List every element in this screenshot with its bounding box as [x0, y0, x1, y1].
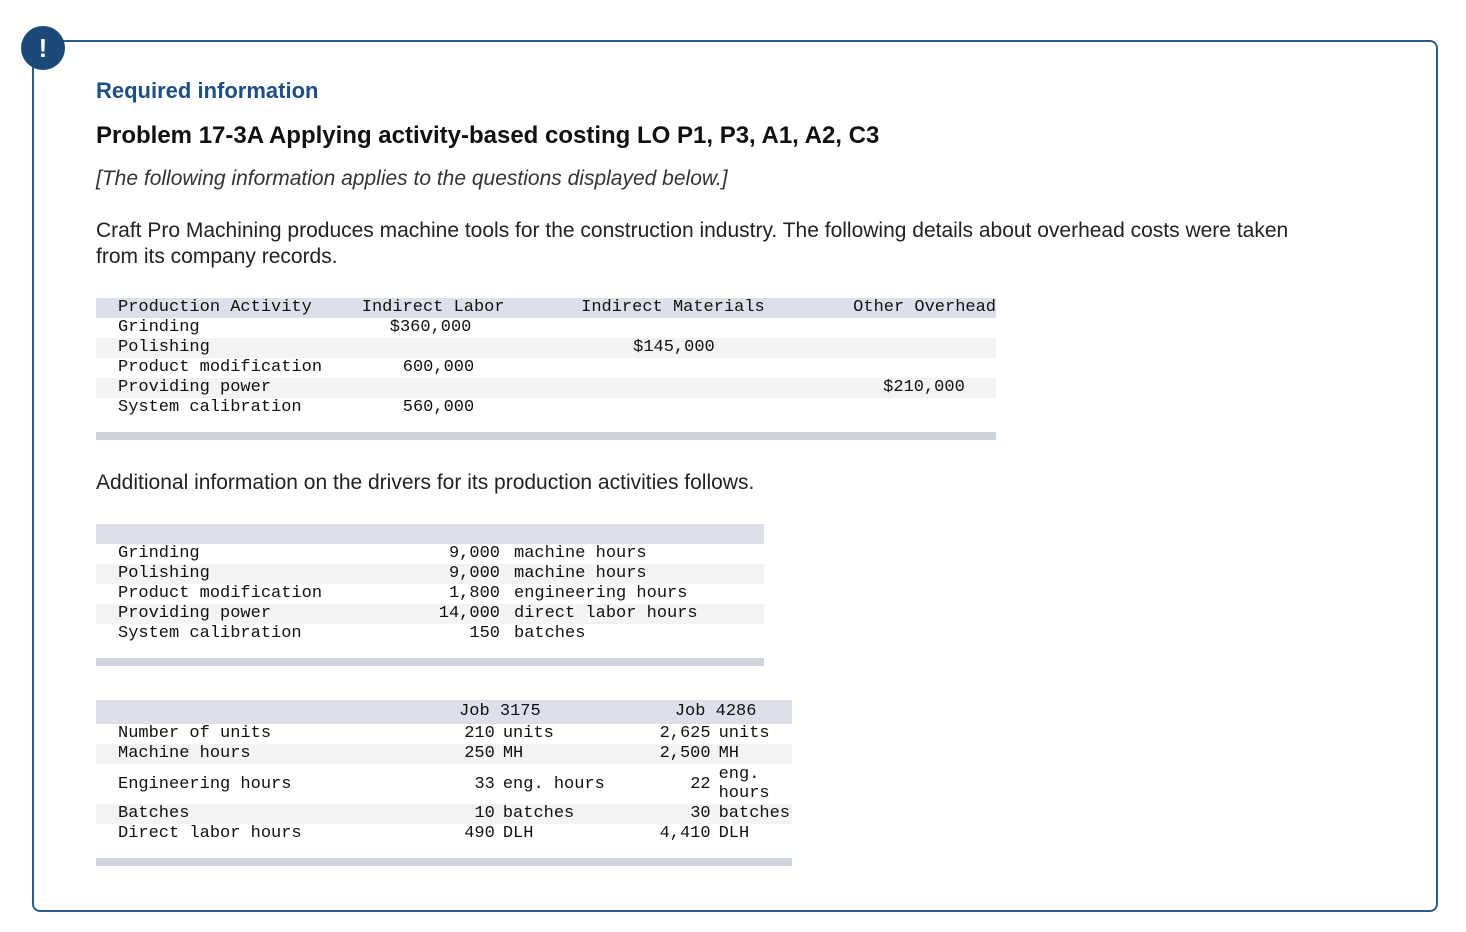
column-header: Production Activity — [96, 298, 362, 318]
other-overhead-cell — [853, 398, 996, 418]
activity-cell: System calibration — [118, 398, 302, 417]
table-row — [96, 744, 792, 764]
table-row — [96, 604, 764, 624]
table-spacer — [96, 418, 996, 432]
job-3175-unit: MH — [503, 744, 653, 764]
indirect-labor-cell — [362, 378, 581, 398]
driver-amount-cell: 1,800 — [448, 584, 500, 603]
table-footer-bar — [96, 858, 792, 866]
indirect-materials-cell — [581, 358, 853, 378]
other-overhead-cell: $210,000 — [853, 378, 996, 398]
job-3175-value: 490 — [464, 824, 495, 843]
indirect-labor-cell: $360,000 — [389, 318, 472, 337]
job-4286-value: 22 — [690, 774, 711, 794]
activity-cell: Grinding — [118, 544, 200, 563]
indirect-materials-cell — [581, 378, 853, 398]
intro-paragraph: Craft Pro Machining produces machine tools for the construction industry. The following details about overhead costs were taken from its company records. — [96, 219, 1289, 268]
column-header — [96, 700, 437, 724]
driver-amount-cell: 9,000 — [448, 544, 500, 563]
overhead-costs-table — [96, 298, 996, 440]
activity-cell: Polishing — [96, 564, 408, 584]
job-3175-unit: eng. hours — [502, 774, 605, 794]
row-label-cell: Machine hours — [96, 744, 437, 764]
job-3175-unit: DLH — [502, 824, 534, 843]
table-row — [96, 724, 792, 744]
indirect-materials-cell — [581, 318, 853, 338]
table-footer-bar — [96, 432, 996, 440]
job-4286-unit: eng. hours — [718, 765, 770, 803]
job-3175-unit: units — [502, 724, 554, 743]
table-row — [96, 358, 996, 378]
alert-icon: ! — [21, 26, 65, 70]
activity-cell: Product modification — [118, 584, 323, 603]
job-3175-value: 250 — [437, 744, 503, 764]
indirect-labor-cell — [362, 338, 581, 358]
driver-amount-cell: 14,000 — [408, 604, 514, 624]
job-4286-value: 2,500 — [653, 744, 719, 764]
column-header: Indirect Materials — [581, 298, 853, 318]
job-4286-value: 4,410 — [659, 824, 711, 843]
job-4286-unit: DLH — [718, 824, 750, 843]
column-header-job-4286: Job 4286 — [653, 700, 792, 724]
activity-cell: Polishing — [96, 338, 362, 358]
job-4286-unit: MH — [719, 744, 792, 764]
other-overhead-cell — [853, 358, 996, 378]
activity-cell: Product modification — [118, 358, 323, 377]
table-row — [96, 764, 792, 804]
required-information-heading: Required information — [96, 78, 319, 103]
table-footer-bar — [96, 658, 764, 666]
activity-cell: Grinding — [118, 318, 200, 337]
other-overhead-cell — [853, 338, 996, 358]
table-row — [96, 378, 996, 398]
other-overhead-cell — [853, 318, 996, 338]
table-header-row — [96, 298, 996, 318]
job-4286-unit: batches — [718, 804, 791, 823]
row-label-cell: Engineering hours — [118, 774, 292, 794]
activity-drivers-table — [96, 524, 764, 666]
table-row — [96, 338, 996, 358]
row-label-cell: Number of units — [118, 724, 272, 743]
indirect-materials-cell — [581, 398, 853, 418]
jobs-table — [96, 700, 792, 866]
job-3175-value: 210 — [464, 724, 495, 743]
table-spacer — [96, 844, 792, 858]
table-header-row — [96, 700, 792, 724]
table-row — [96, 624, 764, 644]
job-3175-unit: batches — [503, 804, 653, 824]
activity-cell: Providing power — [96, 378, 362, 398]
job-3175-value: 10 — [437, 804, 503, 824]
table-row — [96, 544, 764, 564]
driver-amount-cell: 150 — [469, 624, 500, 643]
job-3175-value: 33 — [474, 774, 495, 794]
table-spacer — [96, 644, 764, 658]
activity-cell: System calibration — [118, 624, 302, 643]
indirect-labor-cell: 600,000 — [402, 358, 475, 377]
job-4286-unit: units — [718, 724, 770, 743]
indirect-materials-cell: $145,000 — [581, 338, 853, 358]
driver-unit-cell: machine hours — [514, 564, 764, 584]
table-header-row — [96, 524, 764, 544]
job-4286-value: 2,625 — [659, 724, 711, 743]
table-row — [96, 584, 764, 604]
row-label-cell: Batches — [96, 804, 437, 824]
driver-unit-cell: batches — [514, 624, 586, 643]
driver-unit-cell: direct labor hours — [514, 604, 764, 624]
table-row — [96, 564, 764, 584]
driver-amount-cell: 9,000 — [408, 564, 514, 584]
table-row — [96, 398, 996, 418]
job-4286-value: 30 — [653, 804, 719, 824]
row-label-cell: Direct labor hours — [118, 824, 302, 843]
table-row — [96, 824, 792, 844]
table-row — [96, 318, 996, 338]
driver-unit-cell: machine hours — [514, 544, 647, 563]
problem-title: Problem 17-3A Applying activity-based costing LO P1, P3, A1, A2, C3 — [96, 122, 880, 149]
activity-cell: Providing power — [96, 604, 408, 624]
driver-unit-cell: engineering hours — [514, 584, 688, 603]
additional-info-paragraph: Additional information on the drivers for its production activities follows. — [96, 471, 755, 494]
applies-note: [The following information applies to the questions displayed below.] — [96, 167, 728, 190]
column-header-job-3175: Job 3175 — [437, 700, 653, 724]
column-header: Indirect Labor — [362, 298, 581, 318]
indirect-labor-cell: 560,000 — [402, 398, 475, 417]
table-row — [96, 804, 792, 824]
column-header: Other Overhead — [853, 298, 996, 317]
